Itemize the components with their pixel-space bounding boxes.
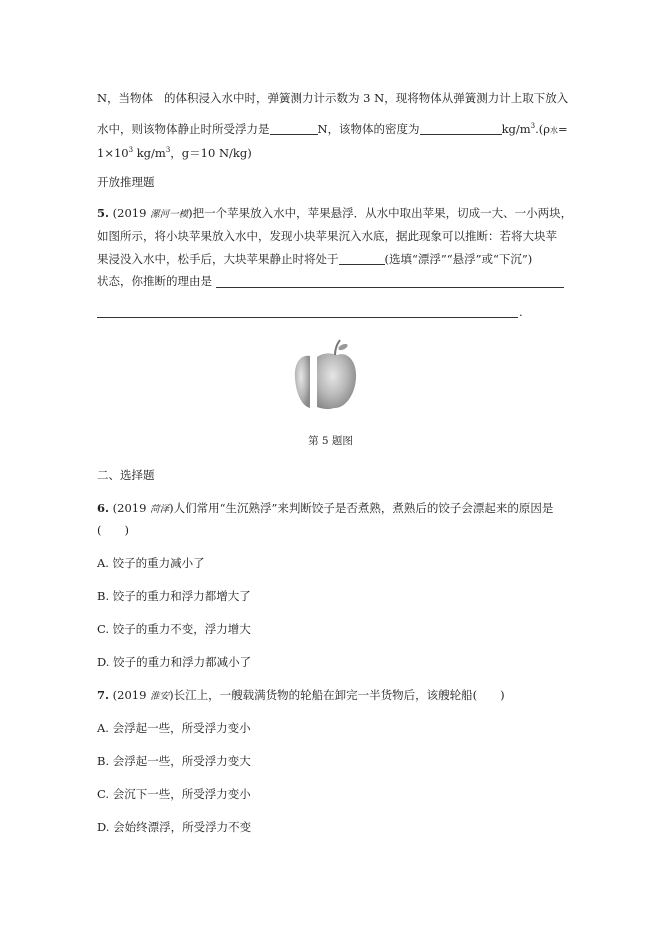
q6-stem: )人们常用“生沉熟浮”来判断饺子是否煮熟，煮熟后的饺子会漂起来的原因是 [169,501,554,515]
apple-cut-icon [290,338,360,414]
subscript: 水 [550,126,559,135]
q6-line-1 [97,500,553,518]
q4-line-1 [97,90,568,106]
option-a[interactable]: A. 会浮起一些，所受浮力变小 [97,721,251,735]
q5-line-3 [97,251,532,267]
q4-line-3 [97,142,252,161]
superscript: 3 [165,146,171,154]
figure-caption: 第 5 题图 [308,435,353,447]
end-period: . [519,305,523,319]
option-b[interactable]: B. 会浮起一些，所受浮力变大 [97,754,251,768]
q5-text: 状态，你推断的理由是 [97,274,212,288]
equals-sign: = [558,122,568,136]
question-source: 漯河一模 [150,209,189,220]
q7-line-1 [97,687,505,705]
q4-text: N，当物体 [97,91,154,105]
section-heading-choice: 二、选择题 [97,468,155,482]
apple-leaf [337,343,348,352]
q5-text: 果浸没入水中，松手后，大块苹果静止时将处于 [97,252,339,266]
unit-text: kg/m [133,146,166,160]
unit-text: kg/m [501,122,531,136]
option-c[interactable]: C. 饺子的重力不变，浮力增大 [97,622,251,636]
answer-blank [339,252,385,265]
q4-text: 1×10 [97,146,129,160]
option-a[interactable]: A. 饺子的重力减小了 [97,556,205,570]
q4-text: 水中，则该物体静止时所受浮力是 [97,122,270,136]
q5-line-1 [97,205,572,223]
q6-answer-paren: ( ) [97,523,129,537]
answer-line [97,317,518,318]
answer-blank [270,122,318,135]
question-year: (2019 [112,688,147,702]
apple-small-piece [295,356,310,408]
answer-line [216,287,564,288]
question-number: 7. [97,688,110,702]
q5-text: )把一个苹果放入水中，苹果悬浮．从水中取出苹果，切成一大、一小两块， [188,206,573,220]
question-year: (2019 [112,206,147,220]
apple-large-piece [317,353,356,409]
question-source: 菏泽 [150,504,170,515]
section-heading-open: 开放推理题 [97,175,155,189]
q4-text: ，g＝10 N/kg) [170,146,252,160]
answer-blank [420,122,502,135]
option-b[interactable]: B. 饺子的重力和浮力都增大了 [97,589,251,603]
option-d[interactable]: D. 饺子的重力和浮力都减小了 [97,655,252,669]
option-c[interactable]: C. 会沉下一些，所受浮力变小 [97,787,251,801]
superscript: 3 [530,122,536,130]
rho-symbol: .(ρ [535,122,551,136]
question-year: (2019 [112,501,147,515]
q4-line-2 [97,118,568,139]
superscript: 3 [128,146,134,154]
question-number: 6. [97,501,110,515]
question-source: 淮安 [150,691,170,702]
q5-text: (选填“漂浮”“悬浮”或“下沉”) [384,252,533,266]
option-d[interactable]: D. 会始终漂浮，所受浮力不变 [97,820,252,834]
q4-text: N，该物体的密度为 [317,122,420,136]
q5-line-4 [97,273,212,289]
q4-text: 的体积浸入水中时，弹簧测力计示数为 3 N，现将物体从弹簧测力计上取下放入 [164,91,569,105]
question-number: 5. [97,206,110,220]
q7-stem: )长江上，一艘载满货物的轮船在卸完一半货物后，该艘轮船( ) [169,688,505,702]
q5-line-2: 如图所示，将小块苹果放入水中，发现小块苹果沉入水底，据此现象可以推断：若将大块苹 [97,229,557,243]
